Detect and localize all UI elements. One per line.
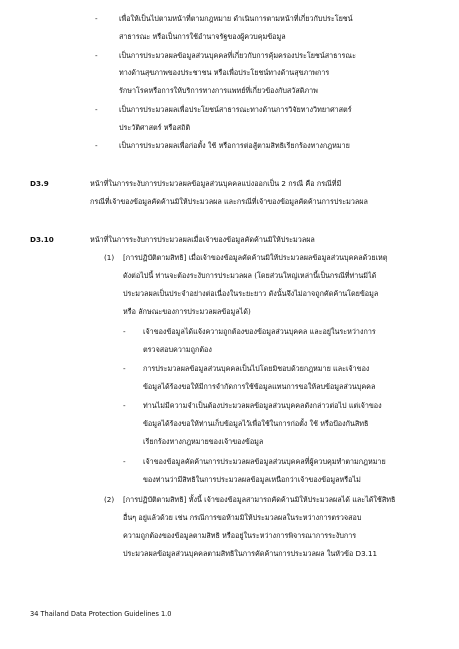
text-line: ประวัติศาสตร์ หรือสถิติ: [119, 123, 191, 132]
text-line: เพื่อให้เป็นไปตามหน้าที่ตามกฎหมาย ดำเนินการตามหน้าที่เกี่ยวกับประโยชน์: [119, 14, 353, 23]
bullet-dash: -: [95, 14, 98, 23]
text-line: อื่นๆ อยู่แล้วด้วย เช่น กรณีการขอห้ามมิให้ประมวลผลในระหว่างการตรวจสอบ: [123, 513, 362, 522]
text-line: ตรวจสอบความถูกต้อง: [143, 345, 212, 354]
text-line: กรณีที่เจ้าของข้อมูลคัดค้านมิให้ประมวลผล และกรณีที่เจ้าของข้อมูลคัดค้านการประมวลผล: [90, 197, 368, 206]
text-line: เป็นการประมวลผลข้อมูลส่วนบุคคลที่เกี่ยวกับการคุ้มครองประโยชน์สาธารณะ: [119, 51, 356, 60]
item-label: (2): [104, 495, 115, 504]
bullet-dash: -: [123, 364, 126, 373]
bullet-dash: -: [123, 457, 126, 466]
text-line: ความถูกต้องของข้อมูลตามสิทธิ หรืออยู่ในระหว่างการพิจารณาการระงับการ: [123, 531, 357, 540]
text-line: ดังต่อไปนี้ ท่านจะต้องระงับการประมวลผล (โดยส่วนใหญ่เหล่านี้เป็นกรณีที่ท่านมิได้: [123, 271, 377, 280]
text-line: ของท่านว่ามีสิทธิในการประมวลผลข้อมูลเหนือกว่าเจ้าของข้อมูลหรือไม่: [143, 475, 361, 484]
text-line: ประมวลผลเป็นประจำอย่างต่อเนื่องในระยะยาว ดังนั้นจึงไม่อาจถูกคัดค้านโดยข้อมูล: [123, 289, 379, 298]
text-line: เจ้าของข้อมูลได้แจ้งความถูกต้องของข้อมูลส่วนบุคคล และอยู่ในระหว่างการ: [143, 327, 376, 336]
text-line: ข้อมูลได้ร้องขอให้ท่านเก็บข้อมูลไว้เพื่อใช้ในการก่อตั้ง ใช้ หรือป้องกันสิทธิ: [143, 419, 369, 428]
text-line: เรียกร้องทางกฎหมายของเจ้าของข้อมูล: [143, 437, 264, 446]
section-number: D3.10: [30, 235, 54, 244]
text-line: ประมวลผลข้อมูลส่วนบุคคลตามสิทธิในการคัดค้านการประมวลผล ในหัวข้อ D3.11: [123, 549, 378, 558]
bullet-dash: -: [95, 105, 98, 114]
text-line: [การปฏิบัติตามสิทธิ] ทั้งนี้ เจ้าของข้อมูลสามารถคัดค้านมิให้ประมวลผลได้ และได้ใช้สิทธิ: [123, 495, 396, 504]
text-line: ข้อมูลได้ร้องขอให้มีการจำกัดการใช้ข้อมูลแทนการขอให้ลบข้อมูลส่วนบุคคล: [143, 382, 376, 391]
text-line: เจ้าของข้อมูลคัดค้านการประมวลผลข้อมูลส่วนบุคคลที่ผู้ควบคุมทำตามกฎหมาย: [143, 457, 386, 466]
text-line: เป็นการประมวลผลเพื่อก่อตั้ง ใช้ หรือการต่อสู้ตามสิทธิเรียกร้องทางกฎหมาย: [119, 141, 350, 150]
text-line: รักษาโรคหรือการให้บริการทางการแพทย์ที่เกี่ยวข้องกับสวัสดิภาพ: [119, 86, 318, 95]
bullet-dash: -: [123, 327, 126, 336]
text-line: เป็นการประมวลผลเพื่อประโยชน์สาธารณะทางด้านการวิจัยทางวิทยาศาสตร์: [119, 105, 352, 114]
bullet-dash: -: [95, 51, 98, 60]
section-heading: หน้าที่ในการระงับการประมวลผลเมื่อเจ้าของข้อมูลคัดค้านมิให้ประมวลผล: [90, 235, 315, 244]
page-footer: 34 Thailand Data Protection Guidelines 1.0: [30, 610, 172, 618]
item-label: (1): [104, 253, 115, 262]
text-line: หรือ ลักษณะของการประมวลผลข้อมูลได้): [123, 307, 251, 316]
text-line: หน้าที่ในการระงับการประมวลผลข้อมูลส่วนบุคคลแบ่งออกเป็น 2 กรณี คือ กรณีที่มี: [90, 179, 342, 188]
section-number: D3.9: [30, 179, 49, 188]
text-line: ท่านไม่มีความจำเป็นต้องประมวลผลข้อมูลส่วนบุคคลดังกล่าวต่อไป แต่เจ้าของ: [143, 401, 382, 410]
text-line: สาธารณะ หรือเป็นการใช้อำนาจรัฐของผู้ควบคุมข้อมูล: [119, 32, 286, 41]
bullet-dash: -: [95, 141, 98, 150]
text-line: ทางด้านสุขภาพของประชาชน หรือเพื่อประโยชน์ทางด้านสุขภาพการ: [119, 68, 330, 77]
bullet-dash: -: [123, 401, 126, 410]
text-line: [การปฏิบัติตามสิทธิ] เมื่อเจ้าของข้อมูลคัดค้านมิให้ประมวลผลข้อมูลส่วนบุคคลด้วยเหตุ: [123, 253, 388, 262]
text-line: การประมวลผลข้อมูลส่วนบุคคลเป็นไปโดยมิชอบด้วยกฎหมาย และเจ้าของ: [143, 364, 370, 373]
